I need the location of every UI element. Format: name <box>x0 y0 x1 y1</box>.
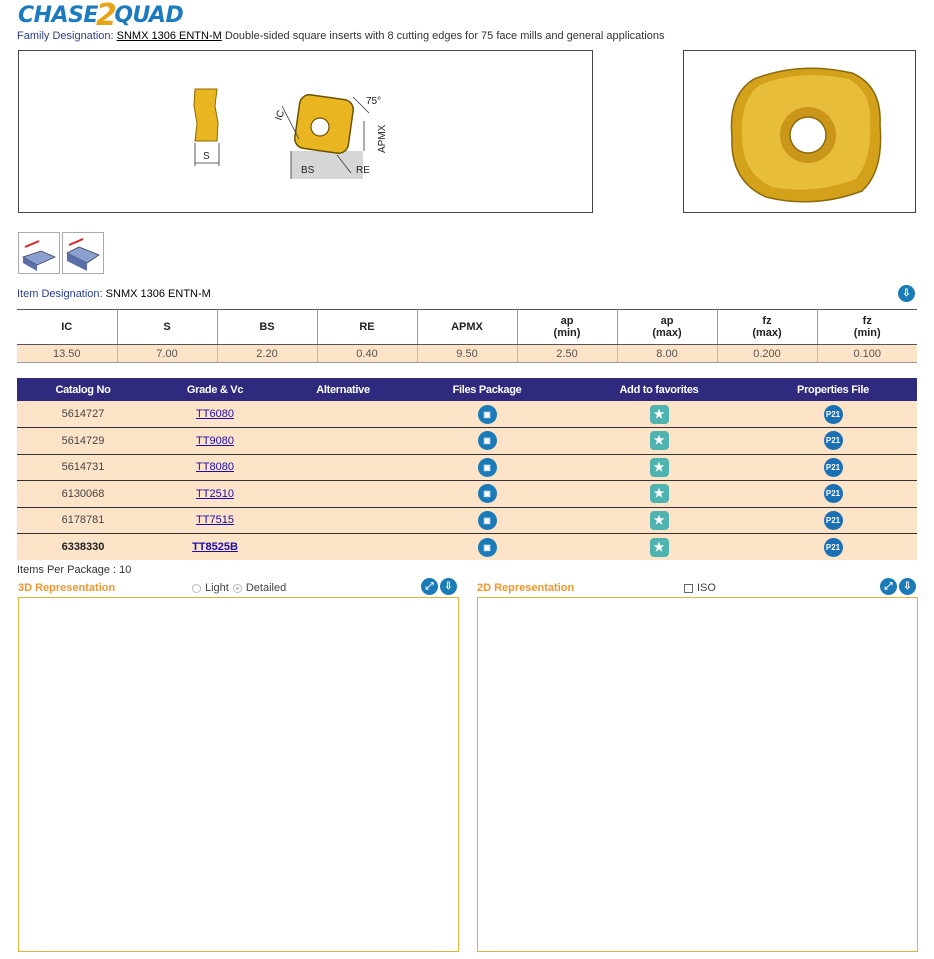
spec-header: BS <box>217 310 317 345</box>
family-label: Family Designation: <box>17 30 114 42</box>
spec-value: 2.50 <box>517 345 617 363</box>
iso-checkbox[interactable] <box>684 584 693 593</box>
add-favorite-icon[interactable]: ★ <box>650 458 669 477</box>
alternative <box>281 454 405 481</box>
spec-value: 2.20 <box>217 345 317 363</box>
spec-value: 7.00 <box>117 345 217 363</box>
files-package-icon[interactable]: ▣ <box>478 458 497 477</box>
table-row <box>17 507 917 534</box>
properties-file-icon[interactable]: P21 <box>824 511 843 530</box>
spec-header: IC <box>17 310 117 345</box>
operation-shoulder-milling-icon[interactable] <box>62 232 104 274</box>
brand-logo <box>18 0 184 33</box>
add-favorite-icon[interactable]: ★ <box>650 484 669 503</box>
spec-header: fz (min) <box>817 310 917 345</box>
dim-ic: IC <box>273 108 288 123</box>
table-row <box>17 454 917 481</box>
files-package-icon[interactable]: ▣ <box>478 405 497 424</box>
properties-file-icon[interactable]: P21 <box>824 431 843 450</box>
rep-2d-title: 2D Representation <box>477 582 575 594</box>
grade-link[interactable]: TT8525B <box>192 541 238 553</box>
rep-2d-viewer[interactable] <box>477 597 918 952</box>
catalog-no: 6178781 <box>17 507 149 534</box>
grade-link[interactable]: TT6080 <box>196 408 234 420</box>
logo-part-2: 2 <box>95 0 117 33</box>
spec-value: 9.50 <box>417 345 517 363</box>
grade-link[interactable]: TT7515 <box>196 514 234 527</box>
add-favorite-icon[interactable]: ★ <box>650 511 669 530</box>
catalog-header-row <box>17 378 917 401</box>
rep-3d-viewer[interactable] <box>18 597 459 952</box>
col-properties-file: Properties File <box>749 378 917 401</box>
catalog-table <box>17 378 917 560</box>
logo-part-1: CHASE <box>18 3 98 28</box>
alternative <box>281 428 405 455</box>
dim-re: RE <box>356 165 370 176</box>
add-favorite-icon[interactable]: ★ <box>650 538 669 557</box>
radio-light-label: Light <box>205 582 229 594</box>
family-value[interactable]: SNMX 1306 ENTN-M <box>116 30 222 42</box>
table-row <box>17 534 917 561</box>
grade-link[interactable]: TT9080 <box>196 434 234 447</box>
iso-label: ISO <box>697 582 716 594</box>
item-label: Item Designation: <box>17 288 103 300</box>
spec-header-row <box>17 310 917 345</box>
spec-value: 13.50 <box>17 345 117 363</box>
rep-2d-options <box>684 582 716 594</box>
files-package-icon[interactable]: ▣ <box>478 538 497 557</box>
spec-header: APMX <box>417 310 517 345</box>
properties-file-icon[interactable]: P21 <box>824 405 843 424</box>
rep-3d-tools <box>421 578 457 595</box>
download-icon[interactable]: ⇩ <box>899 578 916 595</box>
spec-value-row <box>17 345 917 363</box>
spec-value: 0.40 <box>317 345 417 363</box>
dim-s: S <box>203 151 210 162</box>
operation-face-milling-icon[interactable] <box>18 232 60 274</box>
alternative <box>281 534 405 561</box>
alternative <box>281 481 405 508</box>
catalog-no: 6338330 <box>17 534 149 561</box>
logo-part-3: QUAD <box>114 3 184 28</box>
spec-header: fz (max) <box>717 310 817 345</box>
add-favorite-icon[interactable]: ★ <box>650 405 669 424</box>
catalog-no: 5614729 <box>17 428 149 455</box>
download-icon[interactable]: ⇩ <box>898 285 915 302</box>
spec-header: ap (max) <box>617 310 717 345</box>
table-row <box>17 481 917 508</box>
table-row <box>17 401 917 428</box>
add-favorite-icon[interactable]: ★ <box>650 431 669 450</box>
catalog-no: 6130068 <box>17 481 149 508</box>
properties-file-icon[interactable]: P21 <box>824 538 843 557</box>
alternative <box>281 401 405 428</box>
alternative <box>281 507 405 534</box>
download-icon[interactable]: ⇩ <box>440 578 457 595</box>
item-value: SNMX 1306 ENTN-M <box>105 288 211 300</box>
rep-2d-tools <box>880 578 916 595</box>
items-per-package: Items Per Package : 10 <box>17 564 132 576</box>
dim-apmx: APMX <box>377 124 388 153</box>
spec-header: S <box>117 310 217 345</box>
rep-3d-options <box>192 582 286 594</box>
catalog-no: 5614727 <box>17 401 149 428</box>
dim-angle: 75° <box>366 96 382 107</box>
col-alternative: Alternative <box>281 378 405 401</box>
col-grade: Grade & Vc <box>149 378 281 401</box>
radio-light[interactable] <box>192 584 201 593</box>
radio-detailed-label: Detailed <box>245 582 287 594</box>
spec-header: RE <box>317 310 417 345</box>
grade-link[interactable]: TT2510 <box>196 487 234 500</box>
family-designation <box>17 30 665 42</box>
col-catalog-no: Catalog No <box>17 378 149 401</box>
spec-table <box>17 309 917 363</box>
properties-file-icon[interactable]: P21 <box>824 458 843 477</box>
spec-value: 0.200 <box>717 345 817 363</box>
col-favorites: Add to favorites <box>569 378 749 401</box>
files-package-icon[interactable]: ▣ <box>478 484 497 503</box>
radio-detailed[interactable] <box>233 584 242 593</box>
dim-bs: BS <box>301 165 315 176</box>
table-row <box>17 428 917 455</box>
properties-file-icon[interactable]: P21 <box>824 484 843 503</box>
expand-icon[interactable]: ⤢ <box>880 578 897 595</box>
technical-drawing <box>18 50 593 213</box>
rep-3d-title: 3D Representation <box>18 582 116 594</box>
spec-header: ap (min) <box>517 310 617 345</box>
files-package-icon[interactable]: ▣ <box>478 431 497 450</box>
col-files-package: Files Package <box>405 378 569 401</box>
insert-photo <box>683 50 916 213</box>
family-description: Double-sided square inserts with 8 cutting edges for 75 face mills and general applications <box>224 30 665 42</box>
grade-link[interactable]: TT8080 <box>196 461 234 474</box>
catalog-no: 5614731 <box>17 454 149 481</box>
spec-value: 8.00 <box>617 345 717 363</box>
spec-value: 0.100 <box>817 345 917 363</box>
item-designation <box>17 288 211 300</box>
expand-icon[interactable]: ⤢ <box>421 578 438 595</box>
insert-drawing <box>19 51 594 214</box>
files-package-icon[interactable]: ▣ <box>478 511 497 530</box>
